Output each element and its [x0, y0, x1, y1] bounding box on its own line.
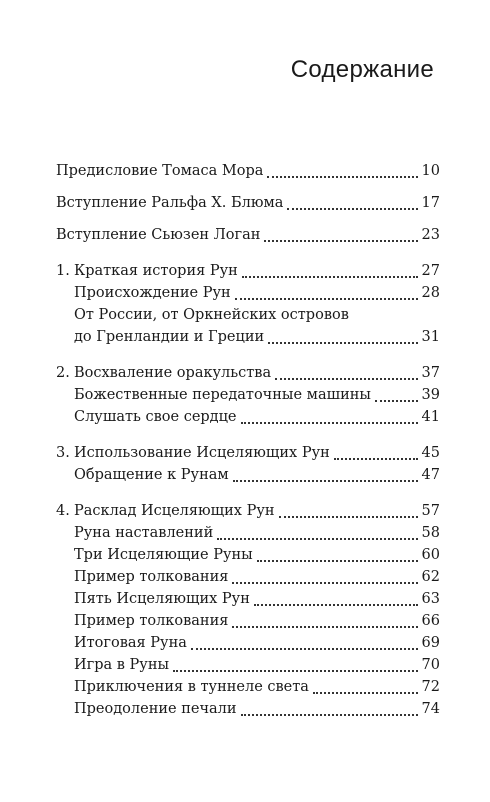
toc-entry-foreword[interactable] [56, 160, 440, 182]
toc-entry-page: 60 [421, 547, 440, 563]
toc-entry-page: 72 [421, 679, 440, 695]
chapter-number: 3. [56, 445, 70, 461]
dot-leader [232, 582, 417, 584]
toc-entry-text: Слушать свое сердце [74, 409, 237, 425]
toc-entry-text: Божественные передаточные машины [74, 387, 371, 403]
toc-entry-text: Игра в Руны [74, 657, 170, 673]
toc-entry-page: 28 [421, 285, 440, 301]
toc-entry-text: Итоговая Руна [74, 635, 187, 651]
toc-entry-text: Пример толкования [74, 613, 229, 629]
toc-entry-text-line2: до Гренландии и Греции [74, 329, 265, 345]
dot-leader [242, 276, 418, 278]
dot-leader [232, 626, 417, 628]
toc-subentry[interactable] [56, 676, 440, 698]
dot-leader [287, 208, 417, 210]
toc-entry-text: Происхождение Рун [74, 285, 231, 301]
dot-leader [233, 480, 418, 482]
toc-entry-page: 58 [421, 525, 440, 541]
dot-leader [257, 560, 418, 562]
dot-leader [334, 458, 418, 460]
dot-leader [241, 714, 418, 716]
toc-entry-text: Восхваление оракульства [74, 365, 272, 381]
toc-subentry[interactable] [56, 544, 440, 566]
dot-leader [375, 400, 418, 402]
toc-entry-text: Вступление Сьюзен Логан [56, 227, 261, 243]
toc-entry-text: Преодоление печали [74, 701, 237, 717]
chapter-number: 2. [56, 365, 70, 381]
toc-subentry[interactable] [56, 304, 440, 348]
toc-entry-page: 31 [421, 329, 440, 345]
toc-entry-page: 23 [421, 227, 440, 243]
toc-chapter-1[interactable] [56, 260, 440, 282]
dot-leader [264, 240, 417, 242]
toc-entry-text: Обращение к Рунам [74, 467, 229, 483]
dot-leader [267, 176, 417, 178]
dot-leader [254, 604, 418, 606]
toc-entry-text: Использование Исцеляющих Рун [74, 445, 330, 461]
toc-entry-page: 70 [421, 657, 440, 673]
toc-entry-text: Расклад Исцеляющих Рун [74, 503, 275, 519]
dot-leader [217, 538, 417, 540]
toc-subentry[interactable] [56, 406, 440, 428]
toc-entry-text-line1: От России, от Оркнейских островов [74, 307, 349, 323]
toc-entry-text: Приключения в туннеле света [74, 679, 309, 695]
dot-leader [279, 516, 418, 518]
toc-subentry[interactable] [56, 566, 440, 588]
toc-entry-page: 57 [421, 503, 440, 519]
toc-entry-page: 27 [421, 263, 440, 279]
toc-subentry[interactable] [56, 384, 440, 406]
toc-subentry[interactable] [56, 588, 440, 610]
toc-entry-text: Три Исцеляющие Руны [74, 547, 253, 563]
toc-subentry[interactable] [56, 464, 440, 486]
toc-subentry[interactable] [56, 522, 440, 544]
toc-entry-page: 10 [421, 163, 440, 179]
toc-chapter-3[interactable] [56, 442, 440, 464]
toc-subentry[interactable] [56, 610, 440, 632]
toc-entry-intro-blum[interactable] [56, 192, 440, 214]
toc-entry-page: 37 [421, 365, 440, 381]
toc-entry-page: 39 [421, 387, 440, 403]
toc-entry-intro-logan[interactable] [56, 224, 440, 246]
toc-entry-page: 45 [421, 445, 440, 461]
toc-subentry[interactable] [56, 632, 440, 654]
toc-entry-page: 69 [421, 635, 440, 651]
toc-entry-text: Краткая история Рун [74, 263, 238, 279]
toc-entry-page: 47 [421, 467, 440, 483]
chapter-number: 1. [56, 263, 70, 279]
dot-leader [235, 298, 418, 300]
toc-subentry[interactable] [56, 654, 440, 676]
toc-entry-page: 66 [421, 613, 440, 629]
toc-chapter-4[interactable] [56, 500, 440, 522]
toc-entry-page: 62 [421, 569, 440, 585]
dot-leader [268, 342, 417, 344]
toc-entry-page: 41 [421, 409, 440, 425]
toc-entry-text: Вступление Ральфа Х. Блюма [56, 195, 284, 211]
toc-entry-text: Предисловие Томаса Мора [56, 163, 264, 179]
dot-leader [313, 692, 418, 694]
toc-entry-text: Пять Исцеляющих Рун [74, 591, 250, 607]
dot-leader [173, 670, 418, 672]
toc-entry-text: Руна наставлений [74, 525, 214, 541]
toc-entry-page: 74 [421, 701, 440, 717]
toc-entry-page: 17 [421, 195, 440, 211]
dot-leader [275, 378, 417, 380]
dot-leader [241, 422, 418, 424]
page-title: Содержание [290, 56, 434, 83]
toc-entry-page: 63 [421, 591, 440, 607]
table-of-contents [56, 160, 440, 720]
toc-entry-text: Пример толкования [74, 569, 229, 585]
dot-leader [191, 648, 418, 650]
toc-subentry[interactable] [56, 282, 440, 304]
chapter-number: 4. [56, 503, 70, 519]
toc-subentry[interactable] [56, 698, 440, 720]
toc-chapter-2[interactable] [56, 362, 440, 384]
